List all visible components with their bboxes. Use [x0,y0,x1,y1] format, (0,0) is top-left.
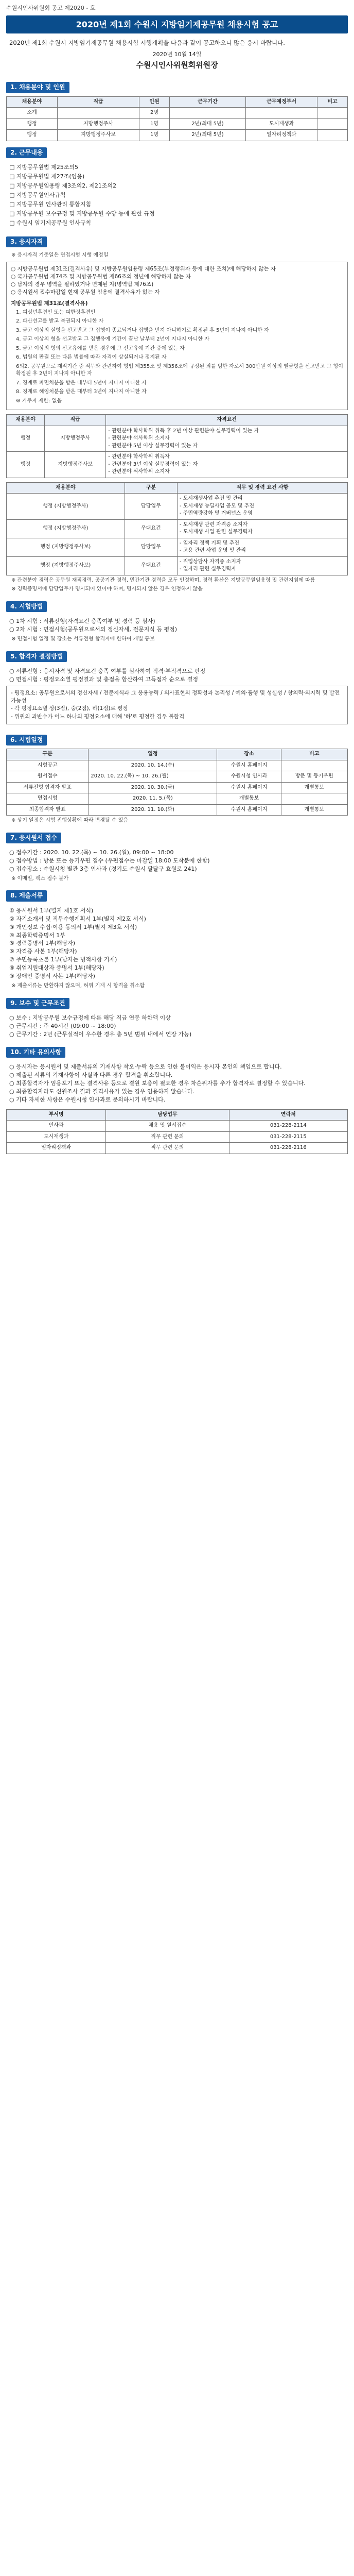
duty-detail-cell: 행정 (지방행정주사) [7,494,125,520]
schedule-cell [281,760,347,771]
duty-item: □ 지방공무원법 제25조의5 [9,164,79,171]
section-title-8: 8. 제출서류 [6,890,47,901]
schedule-cell: 시험공고 [7,760,88,771]
exam-item: ○ 1차 시험 : 서류전형(자격요건 충족여부 및 경력 등 심사) [9,618,155,625]
schedule-cell: 2020. 10. 30.(금) [88,782,217,793]
requirement-cell: - 관련분야 학사학위 취득자 - 관련분야 3년 이상 실무경력이 있는 자 - 관련분야 석사학위 소지자 [106,452,348,478]
doc-item: ⑧ 취업지원대상자 증명서 1부(해당자) [9,964,104,972]
pay-item: ○ 보수 : 지방공무원 보수규정에 따른 해당 직급 연봉 하한액 이상 [9,1014,171,1022]
recruit-row [7,118,348,130]
docs-note: ※ 제출서류는 반환하지 않으며, 허위 기재 시 합격을 취소함 [11,983,145,989]
recruit-row [7,130,348,141]
duty-detail-cell: 우대요건 [125,556,177,575]
disqual-item: 2. 파산선고를 받고 복권되지 아니한 자 [16,318,104,325]
duty-detail-cell: 우대요건 [125,519,177,538]
disqual-item: 1. 피성년후견인 또는 피한정후견인 [16,309,96,315]
duty-detail-cell: 행정 (지방행정주사보) [7,556,125,575]
schedule-cell: 개별통보 [217,793,281,805]
duty-detail-row [7,494,348,520]
duty-detail-cell: 담당업무 [125,538,177,556]
qual-note: ※ 거주지 제한: 없음 [16,398,62,404]
intro-text: 2020년 제1회 수원시 지방임기제공무원 채용시험 시행계획을 다음과 같이 공고하오니 많은 응시 바랍니다. [9,39,285,47]
qual-intro: ※ 응시자격 기준일은 면접시험 시행 예정일 [11,252,109,259]
recruit-header: 근무예정부서 [246,96,317,108]
schedule-row [7,771,348,783]
requirement-header: 채용분야 [7,415,45,426]
duties-list [9,163,348,227]
apply-item: ○ 접수기간 : 2020. 10. 22.(목) ~ 10. 26.(월), 09:00 ~ 18:00 [9,849,174,856]
contact-table [6,1109,348,1154]
contact-cell: 도시재생과 [7,1131,106,1143]
schedule-cell: 서류전형 합격자 발표 [7,782,88,793]
disqual-item: 6. 법원의 판결 또는 다른 법률에 따라 자격이 상실되거나 정지된 자 [16,354,167,361]
exam-item: ○ 2차 시험 : 면접시험(공무원으로서의 정신자세, 전문지식 등 평정) [9,626,178,633]
disqual-item: 5. 금고 이상의 형의 선고유예를 받은 경우에 그 선고유예 기간 중에 있는 자 [16,345,185,351]
recruit-header: 근무기간 [169,96,245,108]
schedule-cell: 2020. 11. 10.(화) [88,804,217,816]
contact-header: 부서명 [7,1109,106,1121]
requirement-cell: 행정 [7,426,45,452]
contact-cell: 031-228-2116 [229,1143,347,1154]
contact-cell: 031-228-2114 [229,1121,347,1132]
requirement-cell: 지방행정주사 [45,426,106,452]
recruit-cell: 1명 [139,118,170,130]
notice-item: ○ 응시자는 응시원서 및 제출서류의 기재사항 착오·누락 등으로 인한 불이익은 응시자 본인의 책임으로 합니다. [9,1063,282,1071]
pass-list [9,667,348,684]
duty-item: □ 지방공무원 인사관리 통합지침 [9,201,92,208]
requirement-cell: - 관련분야 학사학위 취득 후 2년 이상 관련분야 실무경력이 있는 자 - 관련분야 석사학위 소지자 - 관련분야 5년 이상 실무경력이 있는 자 [106,426,348,452]
notice-date: 2020년 10월 14일 [152,50,202,58]
recruit-cell: 지방행정주사보 [57,130,139,141]
recruit-cell: 행정 [7,118,58,130]
recruit-header: 비고 [317,96,348,108]
disqual-item: 7. 징계로 파면처분을 받은 때부터 5년이 지나지 아니한 자 [16,380,147,386]
section-title-4: 4. 시험방법 [6,601,47,612]
section-title-6: 6. 시험일정 [6,735,47,745]
duty-detail-row [7,538,348,556]
schedule-cell: 최종합격자 발표 [7,804,88,816]
notice-item: ○ 최종합격자가 임용포기 또는 결격사유 등으로 결원 보충이 필요한 경우 차순위자를 추가 합격자로 결정할 수 있습니다. [9,1080,306,1087]
requirement-cell: 행정 [7,452,45,478]
exam-list [9,617,348,634]
contact-header: 담당업무 [106,1109,229,1121]
duty-detail-cell: - 일자리 정책 기획 및 추진 - 고용 관련 사업 운영 및 관리 [177,538,347,556]
disqual-item: 4. 금고 이상의 형을 선고받고 그 집행유예 기간이 끝난 날부터 2년이 지나지 아니한 자 [16,336,210,343]
notes-list [9,1063,348,1104]
contact-cell: 직무 관련 문의 [106,1131,229,1143]
section-title-5: 5. 합격자 결정방법 [6,651,67,662]
duty-detail-header: 직무 및 경력 요건 사항 [177,482,347,494]
recruit-header: 직급 [57,96,139,108]
schedule-row [7,793,348,805]
contact-cell: 채용 및 원서접수 [106,1121,229,1132]
duty-detail-header: 구분 [125,482,177,494]
disqual-item: 3. 금고 이상의 실형을 선고받고 그 집행이 종료되거나 집행을 받지 아니하기로 확정된 후 5년이 지나지 아니한 자 [16,327,269,333]
schedule-cell: 2020. 11. 5.(목) [88,793,217,805]
breadcrumb: 수원시인사위원회 공고 제2020 - 호 [6,5,96,11]
contact-cell: 031-228-2115 [229,1131,347,1143]
doc-item: ⑨ 장애인 증명서 사본 1부(해당자) [9,973,95,980]
page-title: 2020년 제1회 수원시 지방임기제공무원 채용시험 공고 [6,15,348,33]
qual-item: ○ 남자의 경우 병역을 필하였거나 면제된 자(병역법 제76조) [11,281,154,288]
contact-header: 연락처 [229,1109,347,1121]
qual-item: ○ 응시원서 접수마감일 현재 공무원 임용에 결격사유가 없는 자 [11,289,160,296]
schedule-row [7,782,348,793]
qual-item: ○ 지방공무원법 제31조(결격사유) 및 지방공무원임용령 제65조(부정행위자 등에 대한 조치)에 해당하지 않는 자 [11,265,276,272]
schedule-cell: 개별통보 [281,804,347,816]
recruit-cell [169,108,245,119]
pass-criteria-item: - 평정요소: 공무원으로서의 정신자세 / 전문지식과 그 응용능력 / 의사표현의 정확성과 논리성 / 예의·품행 및 성실성 / 창의력·의지력 및 발전가능성 [11,689,340,704]
recruit-cell [57,108,139,119]
duty-detail-row [7,556,348,575]
pay-list [9,1014,348,1039]
schedule-cell: 방문 및 등기우편 [281,771,347,783]
pass-criteria-box [6,686,348,724]
qual-subtitle: 지방공무원법 제31조(결격사유) [11,300,88,307]
schedule-cell: 개별통보 [281,782,347,793]
contact-row [7,1121,348,1132]
duty-item: □ 지방공무원인사규칙 [9,192,66,199]
duty-item: □ 수원시 임기제공무원 인사규칙 [9,219,92,226]
requirement-header: 자격요건 [106,415,348,426]
recruit-cell [246,108,317,119]
doc-item: ⑦ 주민등록초본 1부(남자는 병적사항 기재) [9,956,117,963]
disqual-item: 8. 징계로 해임처분을 받은 때부터 3년이 지나지 아니한 자 [16,389,147,395]
apply-item: ○ 접수장소 : 수원시청 별관 3층 인사과 (경기도 수원시 팔달구 효원로 241) [9,865,197,872]
schedule-cell: 2020. 10. 14.(수) [88,760,217,771]
requirement-table [6,414,348,478]
schedule-header: 비고 [281,749,347,760]
contact-cell: 일자리정책과 [7,1143,106,1154]
duty-detail-table [6,482,348,575]
duty-item: □ 지방공무원임용령 제3조의2, 제21조의2 [9,182,117,190]
docs-list [9,907,348,980]
recruit-cell [317,118,348,130]
section-title-2: 2. 근무내용 [6,147,47,158]
notice-document [0,0,354,1164]
section-title-9: 9. 보수 및 근무조건 [6,998,69,1009]
recruit-cell: 2년(최대 5년) [169,118,245,130]
recruit-cell: 1명 [139,130,170,141]
duty-detail-cell: 담당업무 [125,494,177,520]
duty-detail-cell: - 직업상담사 자격증 소지자 - 일자리 관련 실무경력자 [177,556,347,575]
doc-item: ④ 최종학력증명서 1부 [9,931,65,939]
pass-criteria-item: - 위원의 과반수가 어느 하나의 평정요소에 대해 '하'로 평정한 경우 불합격 [11,713,185,720]
recruit-header: 인원 [139,96,170,108]
pass-item: ○ 서류전형 : 응시자격 및 자격요건 충족 여부를 심사하여 적격·부적격으로 판정 [9,667,206,674]
doc-item: ⑤ 경력증명서 1부(해당자) [9,940,76,947]
requirement-row [7,452,348,478]
contact-cell: 직무 관련 문의 [106,1143,229,1154]
apply-list [9,849,348,873]
duty-detail-cell: 행정 (지방행정주사) [7,519,125,538]
requirement-cell: 지방행정주사보 [45,452,106,478]
recruit-cell: 소계 [7,108,58,119]
schedule-cell: 수원시 홈페이지 [217,782,281,793]
duty-detail-header: 채용분야 [7,482,125,494]
schedule-row [7,760,348,771]
pay-item: ○ 근무기간 : 2년 (근무실적이 우수한 경우 총 5년 범위 내에서 연장 가능) [9,1030,192,1038]
qual-item: ○ 국가공무원법 제74조 및 지방공무원법 제66조의 정년에 해당하지 않는 자 [11,273,191,280]
schedule-header: 구분 [7,749,88,760]
recruit-cell: 지방행정주사 [57,118,139,130]
recruit-cell: 일자리정책과 [246,130,317,141]
section-title-7: 7. 응시원서 접수 [6,833,61,843]
schedule-header: 장소 [217,749,281,760]
section-title-1: 1. 채용분야 및 인원 [6,82,69,93]
section-title-10: 10. 기타 유의사항 [6,1047,65,1058]
duty-item: □ 지방공무원법 제27조(임용) [9,173,85,180]
recruit-table [6,96,348,141]
doc-item: ③ 개인정보 수집·이용 동의서 1부(별지 제3호 서식) [9,923,137,930]
pass-item: ○ 면접시험 : 평정요소별 평정결과 및 총점을 합산하여 고득점자 순으로 결정 [9,675,199,683]
doc-item: ① 응시원서 1부(별지 제1호 서식) [9,907,94,914]
pay-item: ○ 근무시간 : 주 40시간 (09:00 ~ 18:00) [9,1022,116,1029]
section-title-3: 3. 응시자격 [6,236,47,247]
duty-detail-cell: - 도시재생 관련 자격증 소지자 - 도시재생 사업 관련 실무경력자 [177,519,347,538]
notice-item: ○ 제출된 서류의 기재사항이 사실과 다른 경우 합격을 취소합니다. [9,1072,173,1079]
apply-note: ※ 이메일, 팩스 접수 불가 [11,875,69,882]
exam-note: ※ 면접시험 일정 및 장소는 서류전형 합격자에 한하여 개별 통보 [11,636,155,642]
duty-note: ※ 경력증명서에 담당업무가 명시되어 있어야 하며, 명시되지 않은 경우 인정하지 않음 [11,586,203,592]
recruit-cell: 2명 [139,108,170,119]
notice-item: ○ 최종합격자라도 신원조사 결과 결격사유가 있는 경우 임용하지 않습니다. [9,1088,194,1095]
disqual-item: 6의2. 공무원으로 재직기간 중 직무와 관련하여 형법 제355조 및 제356조에 규정된 죄를 범한 자로서 300만원 이상의 벌금형을 선고받고 그 형이 확정된 후 2년이 지나지 아니한 자 [16,363,343,377]
schedule-cell [281,793,347,805]
doc-item: ⑥ 자격증 사본 1부(해당자) [9,948,77,955]
apply-item: ○ 접수방법 : 방문 또는 등기우편 접수 (우편접수는 마감일 18:00 도착분에 한함) [9,857,210,864]
contact-cell: 인사과 [7,1121,106,1132]
schedule-cell: 원서접수 [7,771,88,783]
recruit-row [7,108,348,119]
recruit-cell: 행정 [7,130,58,141]
qualification-box [6,262,348,411]
date-block [6,50,348,71]
schedule-cell: 수원시 홈페이지 [217,804,281,816]
schedule-header: 일정 [88,749,217,760]
recruit-cell [317,108,348,119]
schedule-cell: 수원시 홈페이지 [217,760,281,771]
duty-detail-row [7,519,348,538]
notice-item: ○ 기타 자세한 사항은 수원시청 인사과로 문의하시기 바랍니다. [9,1096,166,1103]
requirement-header: 직급 [45,415,106,426]
schedule-cell: 면접시험 [7,793,88,805]
duty-item: □ 지방공무원 보수규정 및 지방공무원 수당 등에 관한 규정 [9,210,155,217]
contact-row [7,1143,348,1154]
contact-row [7,1131,348,1143]
schedule-table [6,749,348,816]
recruit-cell: 도시재생과 [246,118,317,130]
recruit-cell [317,130,348,141]
recruit-cell: 2년(최대 5년) [169,130,245,141]
duty-note: ※ 관련분야 경력은 공무원 재직경력, 공공기관 경력, 민간기관 경력을 모두 인정하며, 경력 환산은 지방공무원임용령 및 관련지침에 따름 [11,577,315,583]
schedule-row [7,804,348,816]
schedule-cell: 수원시청 인사과 [217,771,281,783]
doc-item: ② 자기소개서 및 직무수행계획서 1부(별지 제2호 서식) [9,915,146,922]
duty-detail-cell: 행정 (지방행정주사보) [7,538,125,556]
pass-criteria-item: - 각 평정요소별 상(3점), 중(2점), 하(1점)로 평정 [11,705,128,712]
recruit-header: 채용분야 [7,96,58,108]
schedule-note: ※ 상기 일정은 시험 진행상황에 따라 변경될 수 있음 [11,818,129,824]
requirement-row [7,426,348,452]
issuing-org: 수원시인사위원회위원장 [136,60,218,70]
schedule-cell: 2020. 10. 22.(목) ~ 10. 26.(월) [88,771,217,783]
duty-detail-cell: - 도시재생사업 추진 및 관리 - 도시재생 뉴딜사업 공모 및 추진 - 주민역량강화 및 거버넌스 운영 [177,494,347,520]
